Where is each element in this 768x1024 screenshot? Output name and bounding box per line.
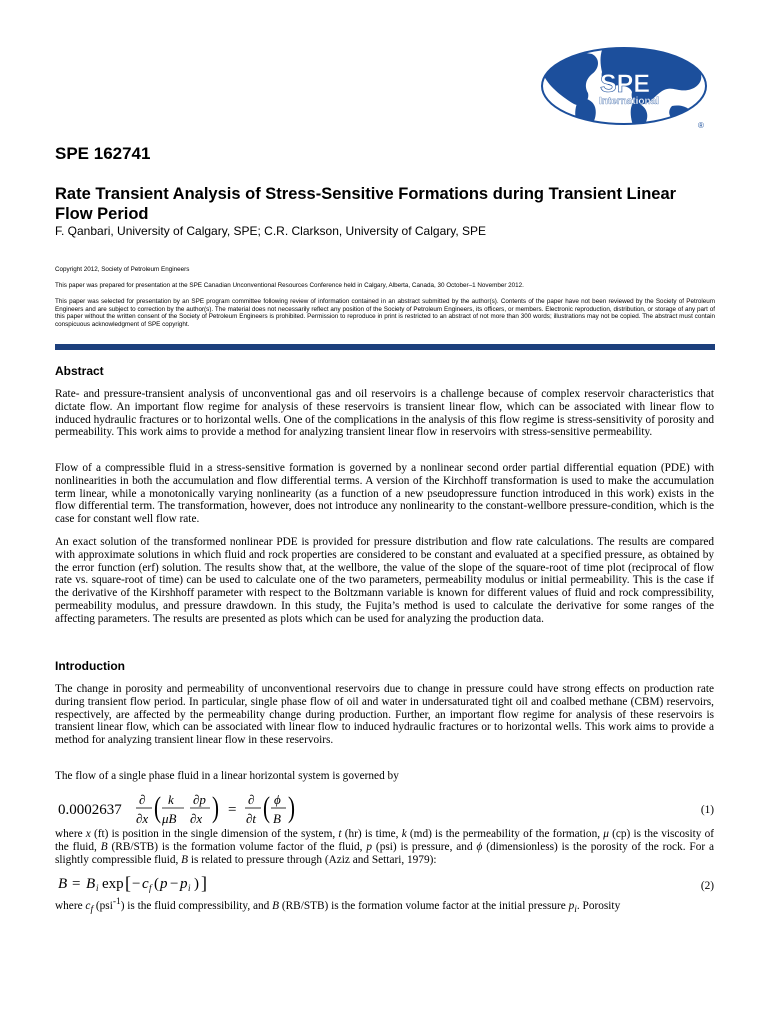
svg-text:∂t: ∂t — [246, 811, 257, 826]
svg-text:i: i — [188, 883, 191, 893]
svg-text:c: c — [142, 876, 149, 892]
svg-text:−: − — [132, 876, 141, 892]
svg-text:k: k — [168, 792, 174, 807]
abstract-heading: Abstract — [55, 364, 104, 378]
logo-international-text: International — [598, 96, 660, 107]
introduction-paragraph-2: The flow of a single phase fluid in a linear horizontal system is governed by — [55, 770, 399, 782]
equation-1-coefficient: 0.0002637 — [58, 802, 122, 818]
logo-spe-text: SPE — [599, 70, 651, 98]
svg-text:p: p — [180, 876, 188, 892]
svg-text:]: ] — [201, 873, 207, 893]
introduction-paragraph-1: The change in porosity and permeability of unconventional reservoirs due to change in pressure could have strong effects on production rate during transient flow period. In particular, single phase flow of oil and water in undersaturated tight oil and coalbed methane (CBM) reservoirs, respectively, are affected by the permeability change during production. Further, an important flow regime for analysis of these reservoirs is transient linear flow, which can be associated with linear flow to induced hydraulic fractures or to horizontal wells. This work aims to provide a method for analyzing transient linear flow in these reservoirs. — [55, 683, 714, 747]
svg-text:): ) — [212, 791, 219, 824]
svg-text:μB: μB — [162, 811, 177, 826]
svg-text:B: B — [273, 811, 281, 826]
header-rule — [55, 344, 715, 350]
svg-text:B: B — [58, 876, 68, 892]
svg-text:[: [ — [125, 873, 131, 893]
svg-text:∂: ∂ — [139, 792, 146, 807]
svg-text:f: f — [149, 883, 152, 893]
equation-1-description: where x (ft) is position in the single dimension of the system, t (hr) is time, k (md) is the permeability of the formation, μ (cp) is the viscosity of the fluid, B (RB/STB) is the formation volume factor of the fluid, p (psi) is pressure, and ϕ (dimensionless) is the porosity of the rock. For a slightly compressible fluid, B is related to pressure through (Aziz and Settari, 1979): — [55, 828, 714, 866]
equation-1 — [58, 791, 298, 827]
paper-number: SPE 162741 — [55, 144, 151, 163]
svg-text:=: = — [228, 802, 237, 818]
svg-text:ϕ: ϕ — [274, 792, 281, 807]
equation-2 — [58, 872, 218, 894]
abstract-paragraph-1: Rate- and pressure-transient analysis of unconventional gas and oil reservoirs is a challenge because of complex reservoir characteristics that dictate flow. An important flow regime for analysis of these reservoirs is transient linear flow, which can be associated with linear flow to induced hydraulic fractures or to horizontal wells. One of the complications in the analysis of this flow regime is stress-sensitivity of porosity and permeability. This work aims to provide a method for analyzing transient linear flow in reservoirs with stress-sensitive permeability. — [55, 388, 714, 439]
svg-text:i: i — [96, 883, 99, 893]
equation-2-number: (2) — [700, 880, 714, 892]
prepared-notice: This paper was prepared for presentation at the SPE Canadian Unconventional Resources Conference held in Calgary, Alberta, Canada, 30 October–1 November 2012. — [55, 282, 524, 289]
abstract-paragraph-3: An exact solution of the transformed nonlinear PDE is provided for pressure distribution and flow rate calculations. The results are compared with approximate solutions in which fluid and rock properties are considered to be constant and evaluated at a specified pressure, as obtained by the error function (erf) solution. The results show that, at the wellbore, the value of the slope of the square-root of time plot (reciprocal of flow rate vs. square-root of time) can be used to calculate one of the two parameters, permeability modulus or initial permeability. This is the case if the derivative of the Kirshhoff parameter with respect to the Boltzmann variable is known for different values of fluid and rock compressibility, permeability modulus, and pressure drawdown. In this study, the Fujita’s method is used to calculate the derivative for some ranges of the affecting parameters. The results are presented as plots which can be used for analyzing the production data. — [55, 536, 714, 625]
svg-text:∂x: ∂x — [190, 811, 203, 826]
copyright-notice: Copyright 2012, Society of Petroleum Engineers — [55, 266, 190, 273]
svg-text:∂: ∂ — [248, 792, 255, 807]
authors: F. Qanbari, University of Calgary, SPE; C.R. Clarkson, University of Calgary, SPE — [55, 224, 487, 238]
svg-text:B: B — [86, 876, 96, 892]
svg-text:−: − — [170, 876, 179, 892]
paper-title: Rate Transient Analysis of Stress-Sensitive Formations during Transient Linear Flow Period — [55, 185, 677, 223]
svg-text:(: ( — [263, 791, 270, 824]
svg-text:): ) — [288, 791, 295, 824]
spe-international-logo — [540, 46, 708, 130]
svg-text:∂p: ∂p — [193, 792, 206, 807]
abstract-paragraph-2: Flow of a compressible fluid in a stress-sensitive formation is governed by a nonlinear second order partial differential equation (PDE) with nonlinearities in both the accumulation and flow differential terms. A version of the Kirchhoff transformation is used to make the accumulation term linear, while a monotonically varying nonlinearity (as a function of a new pseudopressure function introduced in this work) exists in the flow differential term. The transformation, however, does not introduce any nonlinearity to the constant-wellbore pressure-condition, which is the case for constant well flow rate. — [55, 462, 714, 526]
equation-2-description: where $c_f$ (psi$^{-1}$) is the fluid compressibility, and B (RB/STB) is the formation volume factor at the initial pressure $p_i$. Porosity — [55, 897, 621, 916]
selection-notice: This paper was selected for presentation by an SPE program committee following review of information contained in an abstract submitted by the author(s). Contents of the paper have not been reviewed by the Society of Petroleum Engineers and are subject to correction by the author(s). The material does not necessarily reflect any position of the Society of Petroleum Engineers, its officers, or members. Electronic reproduction, distribution, or storage of any part of this paper without the written consent of the Society of Petroleum Engineers is prohibited. Permission to reproduce in print is restricted to an abstract of not more than 300 words; illustrations may not be copied. The abstract must contain conspicuous acknowledgment of SPE copyright. — [55, 298, 715, 329]
equation-1-number: (1) — [700, 804, 714, 816]
logo-registered-mark: ® — [698, 121, 704, 130]
svg-text:): ) — [194, 876, 199, 892]
svg-text:(: ( — [154, 876, 159, 892]
introduction-heading: Introduction — [55, 659, 125, 673]
svg-text:=: = — [72, 876, 81, 892]
svg-text:(: ( — [154, 791, 161, 824]
svg-text:exp: exp — [102, 876, 124, 892]
svg-text:p: p — [160, 876, 168, 892]
svg-text:∂x: ∂x — [136, 811, 149, 826]
